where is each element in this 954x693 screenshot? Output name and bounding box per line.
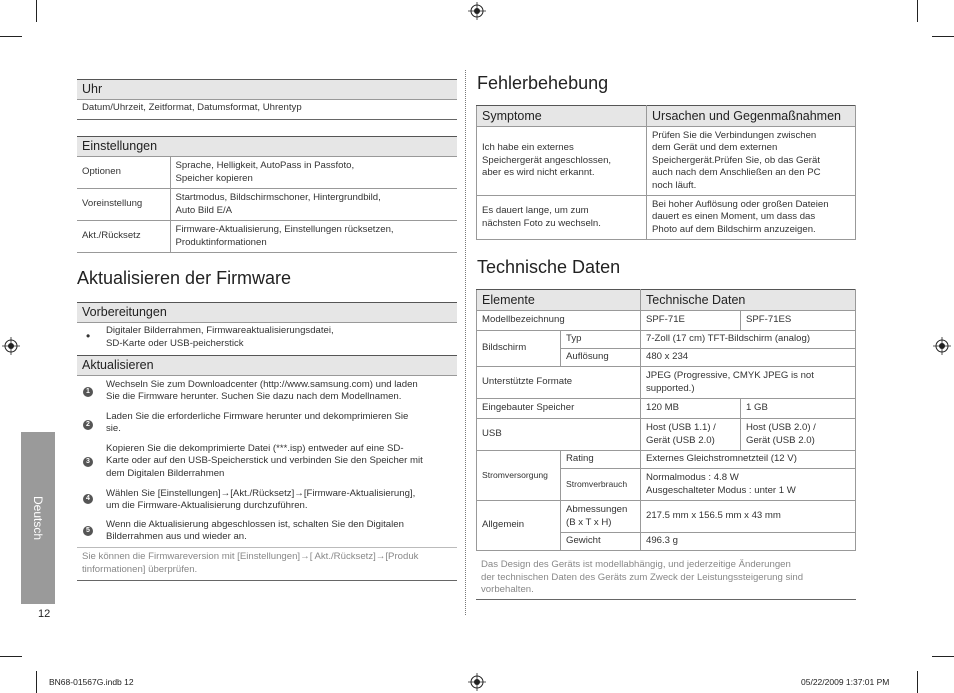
table-header-row — [477, 106, 856, 127]
spec-sublabel: Gewicht — [561, 533, 641, 551]
language-tab-label: Deutsch — [31, 495, 45, 541]
einstellungen-name: Optionen — [77, 157, 170, 189]
spec-label: USB — [477, 419, 641, 451]
crop-mark — [0, 36, 22, 37]
table-row — [77, 157, 457, 189]
uhr-text: Datum/Uhrzeit, Zeitformat, Datumsformat, Uhrentyp — [82, 102, 302, 113]
column-header: Symptome — [477, 106, 647, 127]
step-text: Laden Sie die erforderliche Firmware herunter und dekomprimieren Sie sie. — [106, 411, 409, 435]
registration-mark-icon — [933, 337, 951, 355]
spec-value: 217.5 mm x 156.5 mm x 43 mm — [641, 501, 856, 533]
table-row — [477, 419, 856, 451]
spec-sublabel: Rating — [561, 451, 641, 469]
step-number-icon: 5 — [83, 526, 93, 536]
crop-mark — [917, 671, 918, 693]
crop-mark — [917, 0, 918, 22]
spec-value: 480 x 234 — [641, 349, 856, 367]
einstellungen-name: Akt./Rücksetz — [77, 221, 170, 253]
technische-daten-table — [476, 289, 856, 551]
crop-mark — [36, 671, 37, 693]
einstellungen-name: Voreinstellung — [77, 189, 170, 221]
einstellungen-value: Firmware-Aktualisierung, Einstellungen rücksetzen, Produktinformationen — [170, 221, 457, 253]
language-tab — [21, 432, 55, 604]
table-row — [477, 311, 856, 331]
spec-value: 7-Zoll (17 cm) TFT-Bildschirm (analog) — [641, 331, 856, 349]
step-text: Wechseln Sie zum Downloadcenter (http://www.samsung.com) und laden Sie die Firmware herunter. Suchen Sie dazu nach dem Modellnamen. — [106, 379, 418, 403]
crop-mark — [0, 656, 22, 657]
fehlerbehebung-title: Fehlerbehebung — [477, 73, 609, 93]
footer-timestamp: 05/22/2009 1:37:01 PM — [801, 677, 890, 687]
firmware-note: Sie können die Firmwareversion mit [Einstellungen]→[ Akt./Rücksetz]→[Produk tinformationen] überprüfen. — [82, 551, 419, 575]
einstellungen-value: Startmodus, Bildschirmschoner, Hintergrundbild, Auto Bild E/A — [170, 189, 457, 221]
table-row — [477, 196, 856, 240]
page-number: 12 — [38, 608, 51, 620]
column-header: Elemente — [477, 290, 641, 311]
spec-value: Externes Gleichstromnetzteil (12 V) — [641, 451, 856, 469]
step-text: Wenn die Aktualisierung abgeschlossen ist, schalten Sie den Digitalen Bilderrahmen aus und wieder an. — [106, 519, 404, 543]
table-row — [477, 127, 856, 196]
divider — [476, 599, 856, 600]
spec-value: Host (USB 1.1) / Gerät (USB 2.0) — [641, 419, 741, 451]
step-text: Wählen Sie [Einstellungen]→[Akt./Rücksetz]→[Firmware-Aktualisierung], um die Firmware-Aktualisierung durchzuführen. — [106, 488, 416, 512]
vorbereitungen-text: Digitaler Bilderrahmen, Firmwareaktualisierungsdatei, SD-Karte oder USB-peicherstick — [106, 325, 334, 349]
cause-cell: Prüfen Sie die Verbindungen zwischen dem Gerät und dem externen Speichergerät.Prüfen Sie, ob das Gerät auch nach dem Anschließen an den PC noch läuft. — [647, 127, 856, 196]
cause-cell: Bei hoher Auflösung oder großen Dateien dauert es einen Moment, um dass das Photo auf dem Bildschirm anzuzeigen. — [647, 196, 856, 240]
firmware-title: Aktualisieren der Firmware — [77, 268, 292, 288]
step-number-icon: 1 — [83, 387, 93, 397]
spec-sublabel: Abmessungen (B x T x H) — [561, 501, 641, 533]
step-number-icon: 4 — [83, 494, 93, 504]
spec-value: Normalmodus : 4.8 W Ausgeschalteter Modus : unter 1 W — [641, 469, 856, 501]
crop-mark — [932, 656, 954, 657]
vorbereitungen-header: Vorbereitungen — [77, 302, 457, 323]
fehlerbehebung-table — [476, 105, 856, 240]
einstellungen-table — [77, 156, 457, 253]
spec-value: JPEG (Progressive, CMYK JPEG is not supported.) — [641, 367, 856, 399]
bullet-icon: • — [86, 329, 91, 343]
table-row — [477, 399, 856, 419]
technische-daten-title: Technische Daten — [477, 257, 621, 277]
registration-mark-icon — [2, 337, 20, 355]
spec-sublabel: Stromverbrauch — [561, 469, 641, 501]
spec-value: 496.3 g — [641, 533, 856, 551]
spec-label: Allgemein — [477, 501, 561, 551]
spec-label: Modellbezeichnung — [477, 311, 641, 331]
table-row — [77, 221, 457, 253]
table-header-row — [477, 290, 856, 311]
technische-daten-note: Das Design des Geräts ist modellabhängig, und jederzeitige Änderungen der technischen Daten des Geräts zum Zweck der Leistungssteigerung sind vorbehalten. — [481, 559, 804, 595]
step-number-icon: 3 — [83, 457, 93, 467]
table-row — [477, 331, 856, 349]
spec-value: SPF-71ES — [741, 311, 856, 331]
table-row — [77, 189, 457, 221]
footer-file: BN68-01567G.indb 12 — [49, 677, 134, 687]
spec-value: SPF-71E — [641, 311, 741, 331]
aktualisieren-header: Aktualisieren — [77, 355, 457, 376]
einstellungen-header: Einstellungen — [77, 136, 457, 157]
registration-mark-icon — [468, 2, 486, 20]
spec-label: Eingebauter Speicher — [477, 399, 641, 419]
spec-sublabel: Typ — [561, 331, 641, 349]
spec-value: Host (USB 2.0) / Gerät (USB 2.0) — [741, 419, 856, 451]
step-number-icon: 2 — [83, 420, 93, 430]
symptom-cell: Es dauert lange, um zum nächsten Foto zu wechseln. — [477, 196, 647, 240]
registration-mark-icon — [468, 673, 486, 691]
table-row — [477, 501, 856, 533]
divider — [77, 119, 457, 120]
symptom-cell: Ich habe ein externes Speichergerät angeschlossen, aber es wird nicht erkannt. — [477, 127, 647, 196]
spec-label: Unterstützte Formate — [477, 367, 641, 399]
spec-value: 1 GB — [741, 399, 856, 419]
column-header: Ursachen und Gegenmaßnahmen — [647, 106, 856, 127]
spec-value: 120 MB — [641, 399, 741, 419]
spec-sublabel: Auflösung — [561, 349, 641, 367]
table-row — [477, 451, 856, 469]
divider — [77, 547, 457, 548]
spec-label: Stromversorgung — [477, 451, 561, 501]
column-separator — [465, 70, 466, 615]
crop-mark — [932, 36, 954, 37]
crop-mark — [36, 0, 37, 22]
divider — [77, 580, 457, 581]
einstellungen-value: Sprache, Helligkeit, AutoPass in Passfoto, Speicher kopieren — [170, 157, 457, 189]
spec-label: Bildschirm — [477, 331, 561, 367]
column-header: Technische Daten — [641, 290, 856, 311]
step-text: Kopieren Sie die dekomprimierte Datei (***.isp) entweder auf eine SD- Karte oder auf den USB-Speicherstick und verbinden Sie den Speicher mit dem Digitalen Bilderrahmen — [106, 443, 423, 479]
uhr-header: Uhr — [77, 79, 457, 100]
table-row — [477, 367, 856, 399]
